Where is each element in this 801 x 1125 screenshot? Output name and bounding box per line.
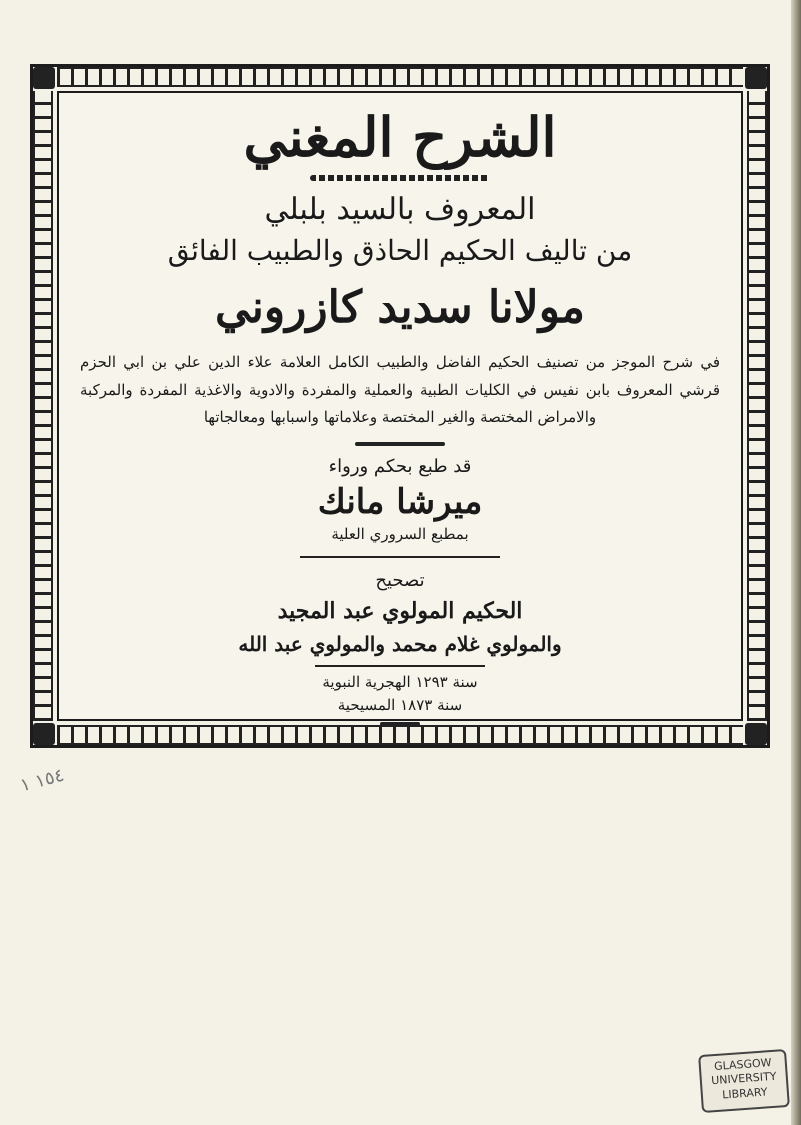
printed-line: قد طبع بحكم ورواء	[328, 456, 472, 478]
corner-ornament	[745, 67, 767, 89]
subtitle-known-as: المعروف بالسيد بلبلي	[264, 192, 536, 228]
title-content	[70, 90, 730, 720]
border-band-top	[57, 67, 743, 87]
corner-ornament	[33, 67, 55, 89]
border-band-bottom	[57, 725, 743, 745]
horizontal-rule	[300, 556, 500, 558]
corrector-line-1: الحكيم المولوي عبد المجيد	[277, 598, 523, 625]
margin-note: ١٥٤ ١	[18, 764, 67, 797]
border-band-left	[747, 91, 767, 721]
border-band-right	[33, 91, 53, 721]
library-stamp: GLASGOW UNIVERSITY LIBRARY	[698, 1049, 790, 1113]
ornament-divider	[310, 175, 490, 181]
description-paragraph: في شرح الموجز من تصنيف الحكيم الفاضل والطبيب الكامل العلامة علاء الدين علي بن ابي الحزم قرشي المعروف بابن نفيس في الكليات الطبية والعملية والمفردة والادوية والاغذية المفردة والمركبة والامراض المختصة والغير المختصة وعلاماتها واسبابها ومعالجاتها	[80, 352, 720, 427]
corner-ornament	[745, 723, 767, 745]
book-title: الشرح المغني	[243, 105, 557, 169]
author-epithet: من تاليف الحكيم الحاذق والطبيب الفائق	[167, 233, 633, 267]
printer-press: بمطبع السروري العلية	[331, 525, 469, 544]
author-name: مولانا سديد كازروني	[214, 281, 585, 333]
printer-name: ميرشا مانك	[317, 481, 483, 522]
date-hijri: سنة ١٢٩٣ الهجرية النبوية	[322, 672, 478, 691]
ornament-divider-end	[380, 722, 420, 726]
page-edge	[791, 0, 801, 1125]
ornament-divider-small	[355, 442, 445, 446]
corrector-line-2: والمولوي غلام محمد والمولوي عبد الله	[238, 631, 562, 656]
date-gregorian: سنة ١٨٧٣ المسيحية	[337, 695, 463, 714]
horizontal-rule	[315, 665, 485, 667]
correction-label: تصحيح	[375, 569, 425, 591]
corner-ornament	[33, 723, 55, 745]
